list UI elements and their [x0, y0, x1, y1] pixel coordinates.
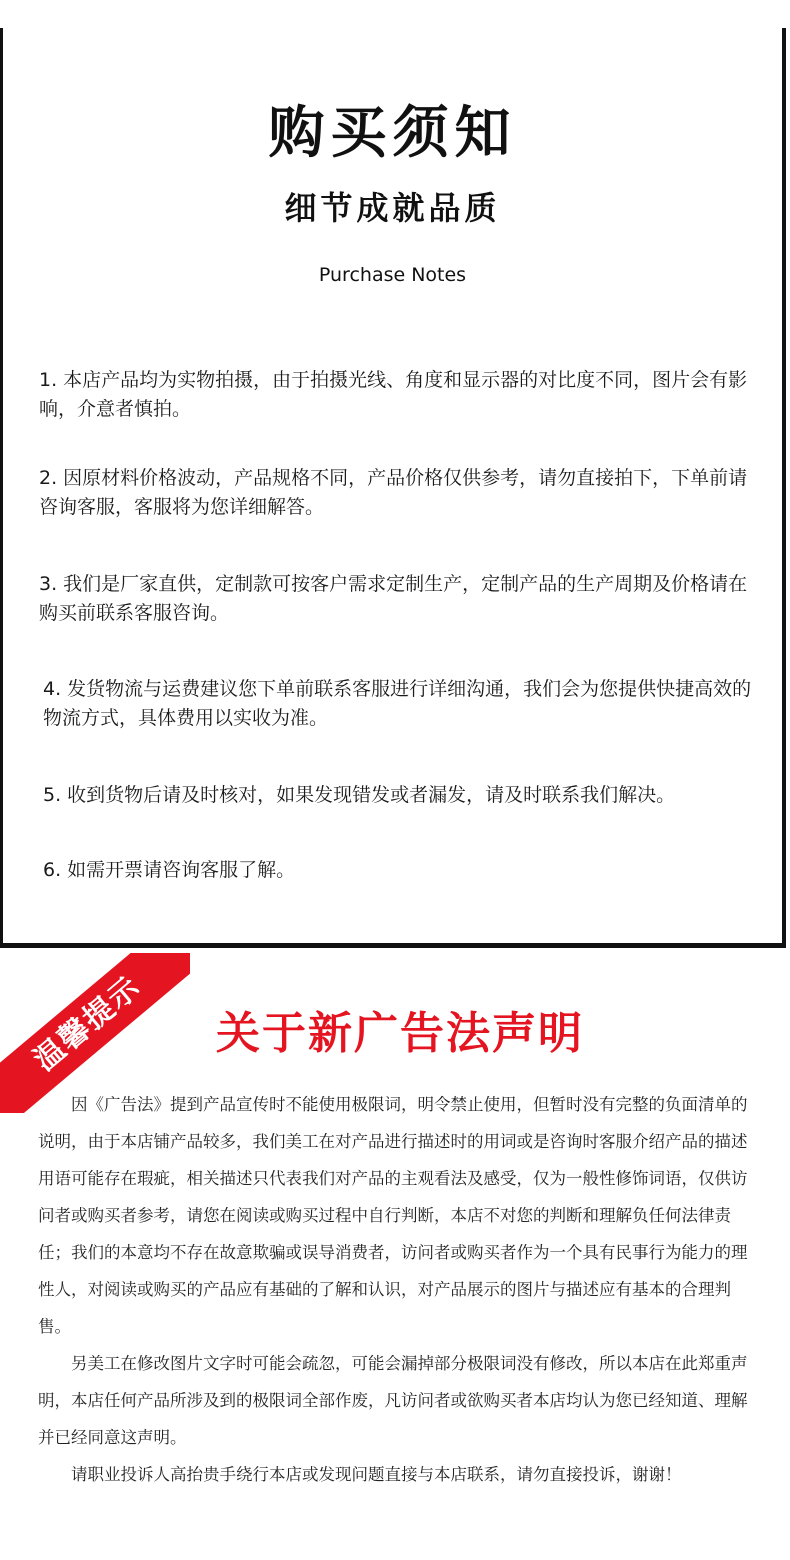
note-item: 2. 因原材料价格波动，产品规格不同，产品价格仅供参考，请勿直接拍下，下单前请咨询客服，客服将为您详细解答。	[39, 467, 748, 518]
purchase-notes-subtitle: 细节成就品质	[284, 189, 501, 227]
purchase-notes-english-title: Purchase Notes	[318, 264, 467, 286]
declaration-paragraph: 请职业投诉人高抬贵手绕行本店或发现问题直接与本店联系，请勿直接投诉，谢谢！	[71, 1465, 682, 1484]
note-item: 6. 如需开票请咨询客服了解。	[43, 859, 296, 881]
purchase-notes-title: 购买须知	[268, 101, 517, 166]
note-item: 3. 我们是厂家直供，定制款可按客户需求定制生产，定制产品的生产周期及价格请在购买前联系客服咨询。	[39, 573, 748, 624]
note-item: 4. 发货物流与运费建议您下单前联系客服进行详细沟通，我们会为您提供快捷高效的物流方式，具体费用以实收为准。	[43, 678, 752, 729]
note-item: 1. 本店产品均为实物拍摄，由于拍摄光线、角度和显示器的对比度不同，图片会有影响，介意者慎拍。	[39, 369, 748, 420]
warm-tip-ribbon-label: 温馨提示	[0, 953, 190, 1113]
purchase-notes-panel	[0, 28, 786, 948]
declaration-paragraph: 另美工在修改图片文字时可能会疏忽，可能会漏掉部分极限词没有修改，所以本店在此郑重声明，本店任何产品所涉及到的极限词全部作废，凡访问者或欲购买者本店均认为您已经知道、理解并已经同意这声明。	[38, 1354, 748, 1447]
declaration-paragraph: 因《广告法》提到产品宣传时不能使用极限词，明令禁止使用，但暂时没有完整的负面清单的说明，由于本店铺产品较多，我们美工在对产品进行描述时的用词或是咨询时客服介绍产品的描述用语可能存在瑕疵，相关描述只代表我们对产品的主观看法及感受，仅为一般性修饰词语，仅供访问者或购买者参考，请您在阅读或购买过程中自行判断，本店不对您的判断和理解负任何法律责任；我们的本意均不存在故意欺骗或误导消费者，访问者或购买者作为一个具有民事行为能力的理性人，对阅读或购买的产品应有基础的了解和认识，对产品展示的图片与描述应有基本的合理判售。	[38, 1095, 748, 1336]
note-item: 5. 收到货物后请及时核对，如果发现错发或者漏发，请及时联系我们解决。	[43, 784, 676, 806]
declaration-title: 关于新广告法声明	[216, 1008, 584, 1059]
declaration-body	[38, 1086, 760, 1493]
